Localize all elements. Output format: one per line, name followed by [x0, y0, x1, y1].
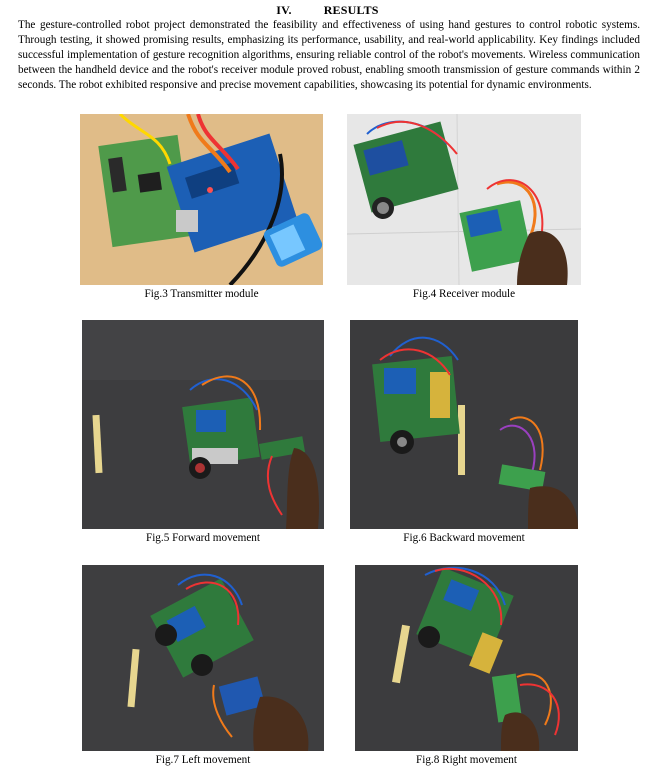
figure-caption: Fig.6 Backward movement — [403, 532, 525, 544]
figure-caption: Fig.8 Right movement — [416, 754, 517, 766]
section-heading — [0, 3, 655, 18]
figure-forward-photo — [82, 320, 324, 529]
figure-receiver-photo — [347, 114, 581, 285]
figure-caption: Fig.4 Receiver module — [412, 288, 516, 300]
figure-caption: Fig.5 Forward movement — [145, 532, 261, 544]
figure-right-photo — [355, 565, 578, 751]
figure-transmitter-photo — [80, 114, 323, 285]
results-paragraph: The gesture-controlled robot project demonstrated the feasibility and effectiveness of using hand gestures to control robotic systems. Through testing, it showed promising results, emphasizing its performance, usability, and real-world applicability. Key findings included successful implementation of gesture recognition algorithms, ensuring reliable control of the robot's movements. Wireless communication between the handheld device and the robot's receiver module proved robust, enabling smooth transmission of gesture commands within 2 seconds. The robot exhibited responsive and precise movement capabilities, showcasing its potential for dynamic environments. — [18, 19, 640, 91]
figure-backward-photo — [350, 320, 578, 529]
section-title: RESULTS — [323, 3, 379, 17]
section-number: IV. — [276, 3, 292, 17]
figure-caption: Fig.7 Left movement — [155, 754, 251, 766]
figure-caption: Fig.3 Transmitter module — [144, 288, 259, 300]
figure-left-photo — [82, 565, 324, 751]
